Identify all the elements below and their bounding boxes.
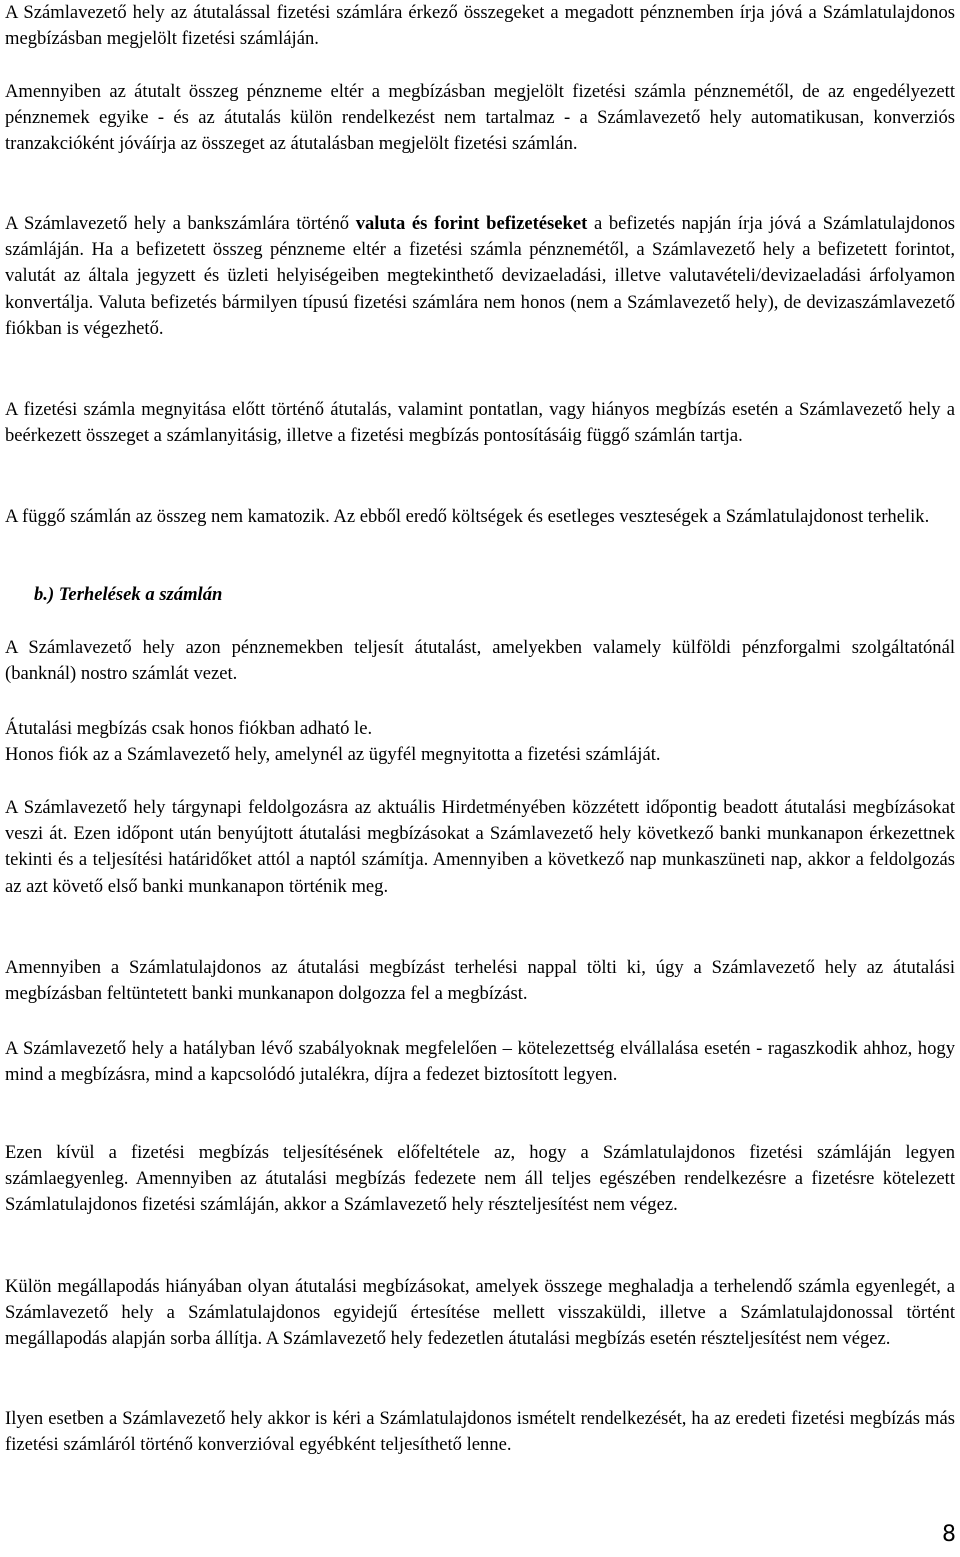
paragraph-no-interest: A függő számlán az összeg nem kamatozik. Az ebből eredő költségek és esetleges veszteségek a Számlatulajdonost terhelik.	[5, 506, 930, 527]
paragraph-repeat-instruction: Ilyen esetben a Számlavezető hely akkor is kéri a Számlatulajdonos ismételt rendelkezését, ha az eredeti fizetési megbízás más fizetési számláról történő konverzióval egyébként teljesíthető lenne.	[5, 1408, 955, 1456]
paragraph-home-branch-definition: Honos fiók az a Számlavezető hely, amelynél az ügyfél megnyitotta a fizetési számláját.	[5, 744, 661, 765]
paragraph-pending-account: A fizetési számla megnyitása előtt történő átutalás, valamint pontatlan, vagy hiányos megbízás esetén a Számlavezető hely a beérkezett összeget a számlanyitásig, illetve a fizetési megbízás pontosításáig függő számlán tartja.	[5, 399, 955, 447]
paragraph-nostro-accounts: A Számlavezető hely azon pénznemekben teljesít átutalást, amelyekben valamely külföldi pénzforgalmi szolgáltatónál (banknál) nostro számlát vezet.	[5, 637, 955, 685]
section-heading: b.) Terhelések a számlán	[34, 584, 223, 605]
paragraph-insufficient-funds: Külön megállapodás hiányában olyan átutalási megbízásokat, amelyek összege meghaladja a terhelendő számla egyenlegét, a Számlavezető hely a Számlatulajdonos egyidejű értesítése mellett visszaküldi, illetve a Számlatulajdonossal történt megállapodás alapján sorba állítja. A Számlavezető hely fedezetlen átutalási megbízás esetén részteljesítést nem végez.	[5, 1276, 955, 1350]
paragraph-currency-conversion: Amennyiben az átutalt összeg pénzneme eltér a megbízásban megjelölt fizetési számla pénznemétől, de az engedélyezett pénznemek egyike - és az átutalás külön rendelkezést nem tartalmaz - a Számlavezető hely automatikusan, konverziós tranzakcióként jóváírja az összeget az átutalásban megjelölt fizetési számlán.	[5, 81, 955, 155]
paragraph-coverage-requirement: A Számlavezető hely a hatályban lévő szabályoknak megfelelően – kötelezettség elvállalása esetén - ragaszkodik ahhoz, hogy mind a megbízásra, mind a kapcsolódó jutalékra, díjra a fedezet biztosított legyen.	[5, 1038, 955, 1086]
paragraph-home-branch-submission: Átutalási megbízás csak honos fiókban adható le.	[5, 718, 373, 739]
cash-deposits-bold-text: valuta és forint befizetéseket	[355, 213, 588, 234]
paragraph-balance-requirement: Ezen kívül a fizetési megbízás teljesítésének előfeltétele az, hogy a Számlatulajdonos fizetési számláján legyen számlaegyenleg. Amennyiben az átutalási megbízás fedezete nem áll teljes egészében rendelkezésre a fizetésre kötelezett Számlatulajdonos fizetési számláján, akkor a Számlavezető hely részteljesítést nem végez.	[5, 1142, 955, 1216]
paragraph-value-date: Amennyiben a Számlatulajdonos az átutalási megbízást terhelési nappal tölti ki, úgy a Számlavezető hely az átutalási megbízásban feltüntetett banki munkanapon dolgozza fel a megbízást.	[5, 957, 955, 1005]
cash-deposits-text-end: a befizetés napján írja jóvá a Számlatulajdonos számláján. Ha a befizetett összeg pénzneme eltér a fizetési számla pénznemétől, a Számlavezető hely a befizetett forintot, valutát az általa jegyzett és üzleti helyiségeiben megtekinthető devizaeladási, illetve valutavételi/devizaeladási árfolyamon konvertálja. Valuta befizetés bármilyen típusú fizetési számlára nem honos (nem a Számlavezető hely), de devizaszámlavezető fiókban is végezhető.	[5, 213, 955, 339]
cash-deposits-text-start: A Számlavezető hely a bankszámlára történő	[5, 213, 356, 234]
page-number: 8	[942, 1522, 956, 1547]
paragraph-cash-deposits	[5, 211, 955, 342]
paragraph-processing-cutoff: A Számlavezető hely tárgynapi feldolgozásra az aktuális Hirdetményében közzétett időpontig beadott átutalási megbízásokat veszi át. Ezen időpont után benyújtott átutalási megbízásokat a Számlavezető hely következő banki munkanapon érkezettnek tekinti és a teljesítési határidőket attól a naptól számítja. Amennyiben a következő nap munkaszüneti nap, akkor a feldolgozás az azt követő első banki munkanapon történik meg.	[5, 797, 955, 897]
paragraph-incoming-transfers: A Számlavezető hely az átutalással fizetési számlára érkező összegeket a megadott pénznemben írja jóvá a Számlatulajdonos megbízásban megjelölt fizetési számláján.	[5, 2, 955, 50]
